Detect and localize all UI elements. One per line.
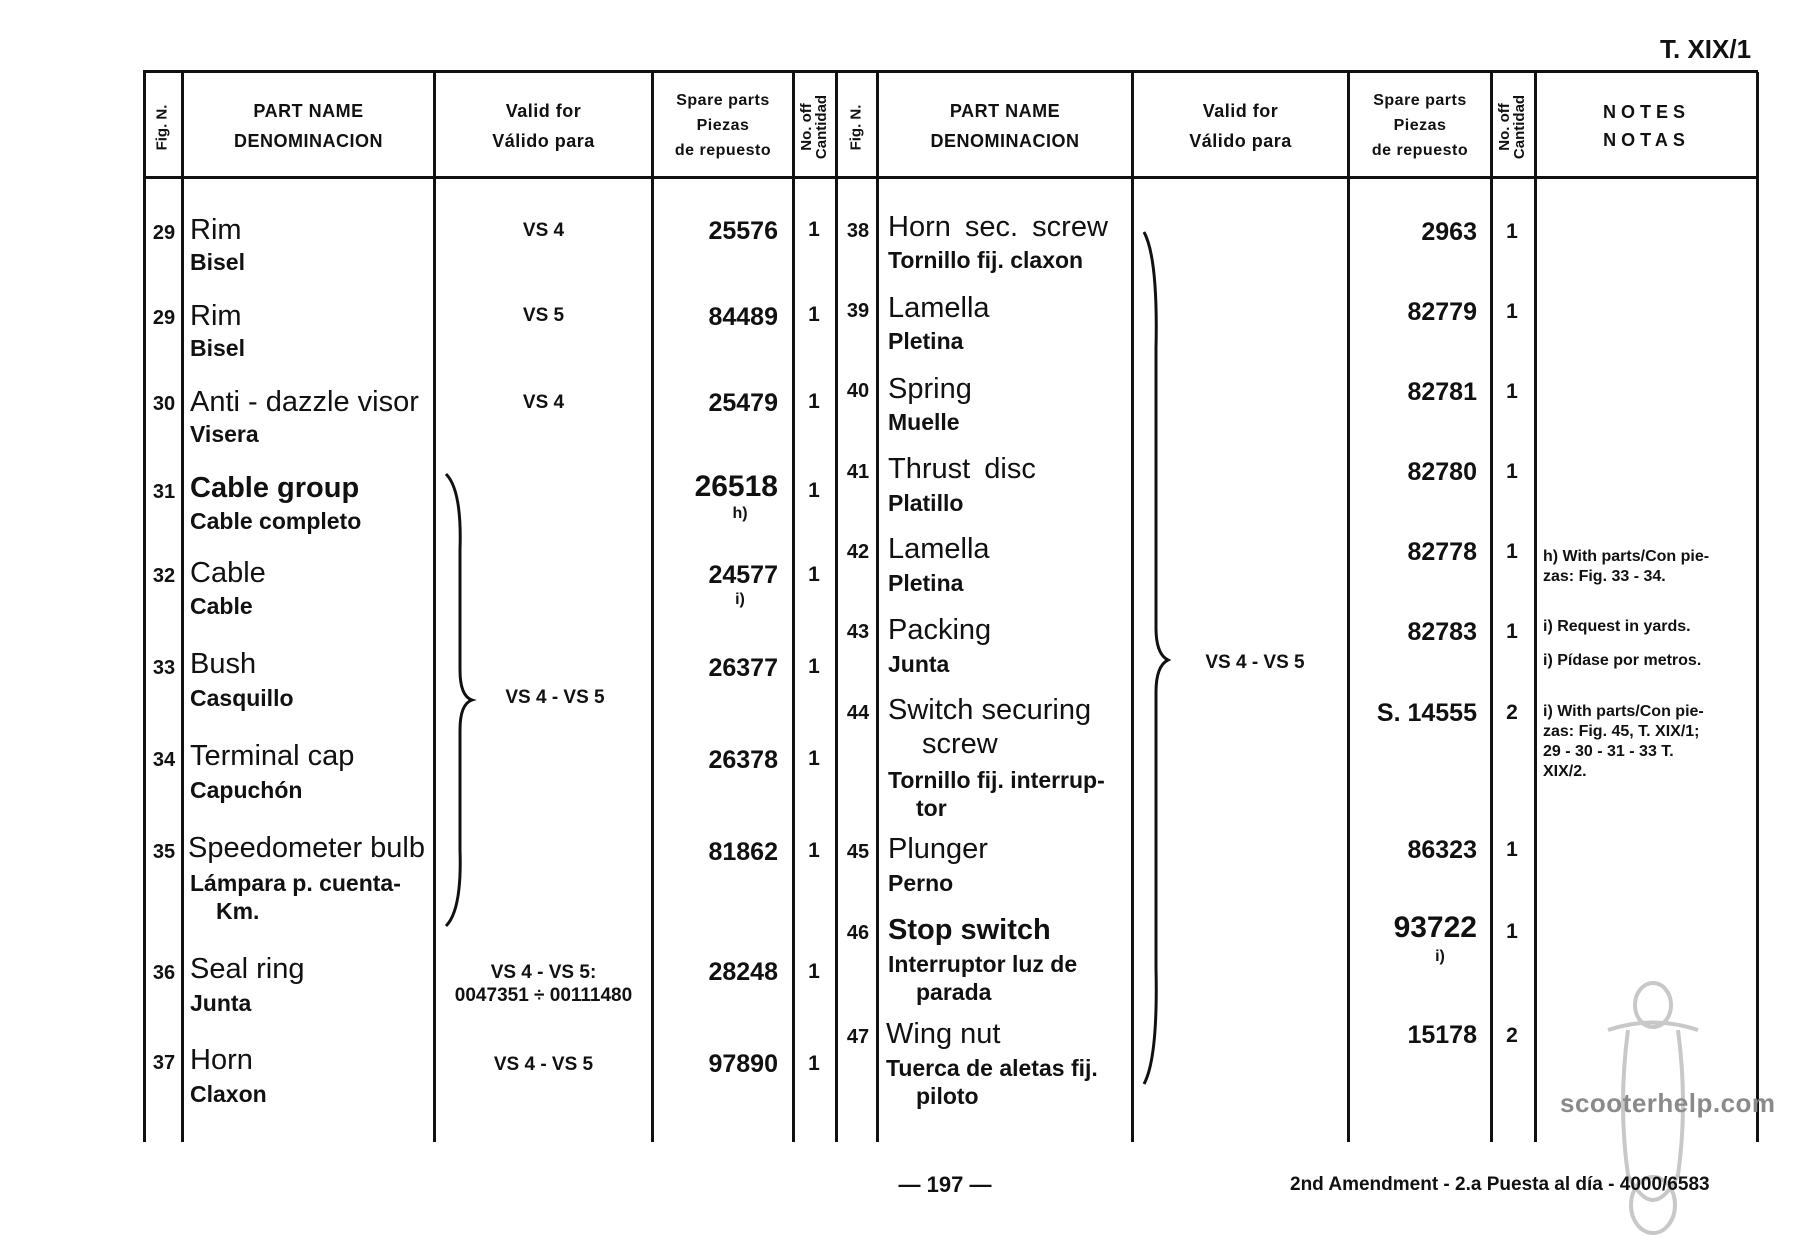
part-name-es: Pletina: [888, 570, 964, 596]
header-valid: [436, 96, 651, 172]
quantity: 1: [808, 218, 820, 241]
part-name-en: Lamella: [888, 292, 990, 324]
part-name-en: Bush: [190, 648, 257, 680]
header-spare: [654, 88, 792, 164]
part-name-es: Perno: [888, 870, 954, 896]
part-name-en: Thrust disc: [888, 453, 1036, 485]
part-name-es: Tornillo fij. interrup-: [888, 767, 1105, 793]
fig-number: 35: [152, 841, 176, 863]
quantity: 1: [808, 1052, 820, 1075]
part-number: 25479: [708, 389, 778, 417]
part-name-es: Visera: [190, 421, 259, 447]
note-line: i) Request in yards.: [1543, 618, 1691, 635]
header-spare-en: Spare parts: [1373, 92, 1467, 109]
part-number: 84489: [708, 303, 778, 331]
note-line: h) With parts/Con pie-: [1543, 548, 1710, 565]
part-number: 26518: [694, 470, 778, 503]
part-ref: i): [1435, 948, 1445, 965]
part-number: 26378: [708, 746, 778, 774]
part-name-es: Bisel: [190, 249, 245, 275]
header-notes-en: NOTES: [1602, 102, 1690, 122]
part-name-en: Seal ring: [190, 953, 305, 985]
part-name-en: Anti - dazzle visor: [190, 386, 419, 418]
fig-number: 33: [152, 657, 176, 679]
part-name-en: Terminal cap: [190, 740, 355, 772]
part-number: 97890: [708, 1050, 778, 1078]
header-qty: [799, 87, 829, 167]
group-brace: [1138, 228, 1178, 1088]
fig-number: 46: [846, 922, 870, 944]
col-divider: [835, 72, 838, 1142]
header-spare-es1: Piezas: [696, 117, 750, 134]
part-name-es: Cable completo: [190, 508, 362, 534]
fig-number: 42: [846, 541, 870, 563]
quantity: 1: [808, 563, 820, 586]
part-number: 25576: [708, 217, 778, 245]
col-divider: [1131, 72, 1134, 1142]
part-number: 2963: [1421, 218, 1477, 246]
part-number: 86323: [1407, 836, 1477, 864]
header-qty-en: No. off: [1496, 103, 1513, 151]
part-number: 28248: [708, 958, 778, 986]
quantity: 1: [1506, 920, 1518, 943]
quantity: 1: [1506, 540, 1518, 563]
part-name-es: Junta: [190, 990, 252, 1016]
part-name-es: Bisel: [190, 335, 245, 361]
fig-number: 29: [152, 222, 176, 244]
part-number: S. 14555: [1376, 699, 1477, 727]
header-fig: Fig. N.: [847, 104, 865, 151]
header-fig: Fig. N.: [153, 104, 171, 151]
part-number: 82783: [1407, 618, 1477, 646]
part-name-en: Switch securing: [888, 694, 1092, 726]
header-spare-en: Spare parts: [676, 92, 770, 109]
valid-for: VS 4 - VS 5:: [490, 962, 597, 983]
note-i-parts: [1543, 702, 1753, 782]
part-number: 82780: [1407, 458, 1477, 486]
quantity: 1: [1506, 838, 1518, 861]
header-qty-es: Cantidad: [813, 94, 830, 160]
quantity: 1: [808, 390, 820, 413]
group-valid-for: VS 4 - VS 5: [505, 687, 605, 708]
header-spare: [1350, 88, 1490, 164]
col-divider: [1534, 72, 1537, 1142]
part-name-es: Junta: [888, 651, 950, 677]
header-part-name-en: PART NAME: [949, 101, 1061, 121]
header-qty-en: No. off: [798, 103, 815, 151]
page-ref: T. XIX/1: [1660, 34, 1752, 64]
part-name-es-cont: piloto: [916, 1083, 979, 1109]
part-name-es-cont: tor: [916, 795, 947, 821]
header-valid-en: Valid for: [505, 101, 582, 121]
part-name-en: Cable group: [190, 472, 360, 504]
col-divider: [1756, 72, 1759, 1142]
part-name-es: Platillo: [888, 490, 964, 516]
part-name-es-cont: Km.: [216, 898, 260, 924]
fig-number: 36: [152, 962, 176, 984]
header-part-name: [184, 96, 433, 172]
valid-for: VS 5: [522, 305, 565, 326]
part-name-en: Spring: [888, 373, 972, 405]
page-number: — 197 —: [898, 1172, 992, 1197]
header-part-name-es: DENOMINACION: [234, 131, 383, 151]
watermark-text: scooterhelp.com: [1560, 1088, 1776, 1118]
header-spare-es1: Piezas: [1393, 117, 1447, 134]
header-part-name: [879, 96, 1131, 172]
quantity: 1: [808, 839, 820, 862]
part-name-es: Tuerca de aletas fij.: [886, 1055, 1098, 1081]
part-number: 82779: [1407, 298, 1477, 326]
part-name-en: Lamella: [888, 533, 990, 565]
quantity: 2: [1506, 701, 1518, 724]
quantity: 1: [1506, 620, 1518, 643]
part-name-en: Rim: [190, 214, 242, 246]
part-number: 81862: [708, 838, 778, 866]
valid-for: VS 4 - VS 5: [493, 1054, 594, 1075]
part-name-en: Packing: [888, 614, 992, 646]
part-number: 26377: [708, 654, 778, 682]
fig-number: 38: [846, 220, 870, 242]
part-number: 93722: [1393, 911, 1477, 944]
note-line: zas: Fig. 33 - 34.: [1543, 568, 1666, 585]
fig-number: 37: [152, 1052, 176, 1074]
part-name-en: Horn: [190, 1044, 253, 1076]
valid-for-serial: 0047351 ÷ 00111480: [454, 985, 633, 1006]
table-top-border: [143, 70, 1758, 73]
part-name-es: Capuchón: [190, 777, 303, 803]
fig-number: 41: [846, 461, 870, 483]
note-i-metros: [1543, 651, 1753, 671]
quantity: 1: [1506, 220, 1518, 243]
fig-number: 30: [152, 393, 176, 415]
header-part-name-en: PART NAME: [253, 101, 364, 121]
part-number: 24577: [708, 561, 778, 589]
header-notes: [1537, 98, 1756, 174]
part-ref: h): [732, 505, 748, 522]
part-name-es: Interruptor luz de: [888, 951, 1078, 977]
note-h: [1543, 547, 1753, 587]
quantity: 1: [808, 655, 820, 678]
group-valid-for: VS 4 - VS 5: [1205, 652, 1305, 673]
valid-for: VS 4: [522, 220, 565, 241]
part-name-en: Horn sec. screw: [888, 211, 1108, 243]
header-valid-es: Válido para: [1189, 131, 1292, 151]
group-brace: [440, 470, 480, 930]
part-name-es: Pletina: [888, 328, 964, 354]
note-line: 29 - 30 - 31 - 33 T.: [1543, 743, 1674, 760]
part-name-es: Claxon: [190, 1081, 267, 1107]
part-name-en: Rim: [190, 300, 242, 332]
header-spare-es2: de repuesto: [1371, 142, 1469, 159]
fig-number: 39: [846, 300, 870, 322]
part-number: 82781: [1407, 378, 1477, 406]
part-name-en: Speedometer bulb: [188, 832, 425, 864]
fig-number: 44: [846, 702, 870, 724]
part-name-en-cont: screw: [922, 728, 998, 760]
part-name-en: Plunger: [888, 833, 988, 865]
part-name-es: Muelle: [888, 409, 960, 435]
fig-number: 32: [152, 565, 176, 587]
footer-amendment: 2nd Amendment - 2.a Puesta al día - 4000/6583: [1290, 1174, 1710, 1195]
part-name-es: Lámpara p. cuenta-: [190, 870, 401, 896]
note-line: i) Pídase por metros.: [1543, 652, 1702, 669]
quantity: 1: [1506, 300, 1518, 323]
fig-number: 43: [846, 621, 870, 643]
header-valid-es: Válido para: [492, 131, 595, 151]
note-line: XIX/2.: [1543, 763, 1587, 780]
header-qty: [1497, 87, 1527, 167]
part-name-en: Wing nut: [886, 1018, 1001, 1050]
header-valid-en: Valid for: [1202, 101, 1279, 121]
part-name-en: Cable: [190, 557, 266, 589]
part-name-es: Tornillo fij. claxon: [888, 247, 1084, 273]
fig-number: 34: [152, 749, 176, 771]
quantity: 1: [1506, 380, 1518, 403]
header-part-name-es: DENOMINACION: [930, 131, 1080, 151]
quantity: 1: [1506, 460, 1518, 483]
quantity: 1: [808, 960, 820, 983]
fig-number: 31: [152, 481, 176, 503]
fig-number: 47: [846, 1026, 870, 1048]
part-ref: i): [735, 591, 745, 608]
quantity: 2: [1506, 1024, 1518, 1047]
part-number: 82778: [1407, 538, 1477, 566]
header-notes-es: NOTAS: [1603, 130, 1690, 150]
fig-number: 45: [846, 841, 870, 863]
fig-number: 40: [846, 380, 870, 402]
part-name-es-cont: parada: [916, 979, 992, 1005]
fig-number: 29: [152, 307, 176, 329]
header-valid: [1134, 96, 1347, 172]
quantity: 1: [808, 303, 820, 326]
note-line: i) With parts/Con pie-: [1543, 703, 1704, 720]
valid-for: VS 4: [522, 392, 565, 413]
part-name-es: Casquillo: [190, 685, 294, 711]
quantity: 1: [808, 747, 820, 770]
note-i-yards: [1543, 617, 1753, 637]
header-spare-es2: de repuesto: [674, 142, 772, 159]
part-number: 15178: [1407, 1021, 1477, 1049]
header-bottom-border: [143, 176, 1758, 179]
note-line: zas: Fig. 45, T. XIX/1;: [1543, 723, 1700, 740]
quantity: 1: [808, 479, 820, 502]
part-name-es: Cable: [190, 593, 253, 619]
part-name-en: Stop switch: [888, 914, 1051, 946]
header-qty-es: Cantidad: [1511, 94, 1528, 160]
